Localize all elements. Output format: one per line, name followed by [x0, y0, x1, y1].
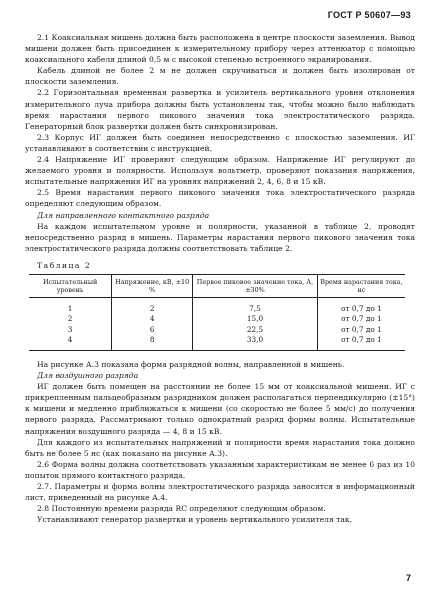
table-row	[29, 335, 405, 350]
table-cell: от 0,7 до 1	[317, 314, 405, 325]
page-number: 7	[405, 573, 411, 583]
table-cell: 33,0	[193, 335, 318, 350]
paragraph: 2.5 Время нарастания первого пикового значения тока электростатического разряда определяют следующим образом.	[25, 188, 415, 209]
table-cell: 1	[67, 303, 73, 313]
table-cell: 3	[67, 324, 73, 334]
table-row	[29, 325, 405, 336]
table-cell: 22,5	[193, 325, 318, 336]
section-bottom	[25, 359, 415, 525]
table-row	[29, 297, 405, 314]
table-cell: от 0,7 до 1	[317, 335, 405, 350]
table-cell: 8	[112, 335, 193, 350]
paragraph: 2.1 Коаксиальная мишень должна быть расположена в центре плоскости заземления. Вывод мишени должен быть присоединен к измерительному прибору через аттенюатор с помощью коаксиального кабеля длиной 0,5 м с высокой степенью встроенного экранирования.	[25, 33, 415, 65]
table-header-row	[29, 274, 405, 297]
paragraph: 2.3 Корпус ИГ должен быть соединен непосредственно с плоскостью заземления. ИГ устанавливают в соответствии с инструкцией.	[25, 132, 415, 153]
paragraph: 2.2 Горизонтальная временная развертка и усилитель вертикального уровня отклонения измерительного луча прибора должны быть установлены так, чтобы можно было наблюдать время нарастания первого пикового значения тока электростатического разряда. Генераторный блок развертки должен быть синхронизирован.	[25, 88, 415, 131]
table-cell: от 0,7 до 1	[317, 297, 405, 314]
paragraph: 2.8 Постоянную времени разряда RC определяют следующим образом.	[37, 504, 326, 514]
table-header-cell: Испытательный уровень	[29, 274, 112, 297]
paragraph: ИГ должен быть помещен на расстоянии не более 15 мм от коаксиальной мишени. ИГ с прикрепленным пальцеобразным разрядником должен располагаться перпендикулярно (±15°) к мишени и медленно приближаться к мишени (со скоростью не более 5 мм/с) до получения первого разряда. Рассматривают только однократный разряд формы волны. Испытательные напряжения воздушного разряда — 4, 8 и 15 кВ.	[25, 382, 415, 436]
paragraph: 2.7. Параметры и форма волны электростатического разряда заносятся в информационный лист, приведенный на рисунке А.4.	[25, 482, 415, 503]
paragraph: 2.4 Напряжение ИГ проверяют следующим образом. Напряжение ИГ регулируют до желаемого уровня и полярности. Используя вольтметр, проверяют показания напряжения, испытательные напряжения ИГ на уровнях напряжений 2, 4, 6, 8 и 15 кВ.	[25, 155, 415, 187]
table-cell: 7,5	[193, 297, 318, 314]
paragraph: На рисунке А.3 показана форма разрядной волны, направленной в мишень.	[37, 359, 345, 369]
table-cell: 2	[112, 297, 193, 314]
section-top	[25, 32, 415, 254]
subheading: Для направленного контактного разряда	[37, 210, 210, 220]
page-header: ГОСТ Р 50607—93	[327, 10, 411, 20]
paragraph: 2.6 Форма волны должна соответствовать указанным характеристикам не менее 6 раз из 10 попыток прямого контактного разряда.	[25, 459, 415, 480]
table-body	[29, 297, 405, 350]
table-cell: 4	[112, 314, 193, 325]
paragraph: Устанавливают генератор развертки и уровень вертикального усилителя так,	[37, 515, 353, 525]
table-row	[29, 314, 405, 325]
paragraph: Кабель длиной не более 2 м не должен скручиваться и должен быть изолирован от плоскости заземления.	[25, 66, 415, 87]
table-caption: Таблица 2	[37, 260, 92, 270]
table-header-cell: Напряжение, кВ, ±10 %	[112, 274, 193, 297]
table-header-cell: Первое пиковое значение тока, А, ±30%	[193, 274, 318, 297]
table-header-cell: Время нарастания тока, нс	[317, 274, 405, 297]
table-cell: 15,0	[193, 314, 318, 325]
document-body	[25, 32, 415, 525]
paragraph: На каждом испытательном уровне и полярности, указанной в таблице 2, проводят непосредственно разряд в мишень. Параметры нарастания первого пикового значения тока электростатического разряда должны соответствовать таблице 2.	[25, 221, 415, 253]
paragraph: Для каждого из испытательных напряжений и полярности время нарастания тока должно быть не более 5 нс (как показано на рисунке А.3).	[25, 437, 415, 458]
table-cell: 4	[29, 335, 112, 350]
table-cell: 2	[67, 314, 73, 324]
data-table	[29, 274, 405, 351]
subheading: Для воздушного разряда	[37, 371, 139, 381]
table-cell: 6	[112, 325, 193, 336]
table-cell: от 0,7 до 1	[317, 325, 405, 336]
